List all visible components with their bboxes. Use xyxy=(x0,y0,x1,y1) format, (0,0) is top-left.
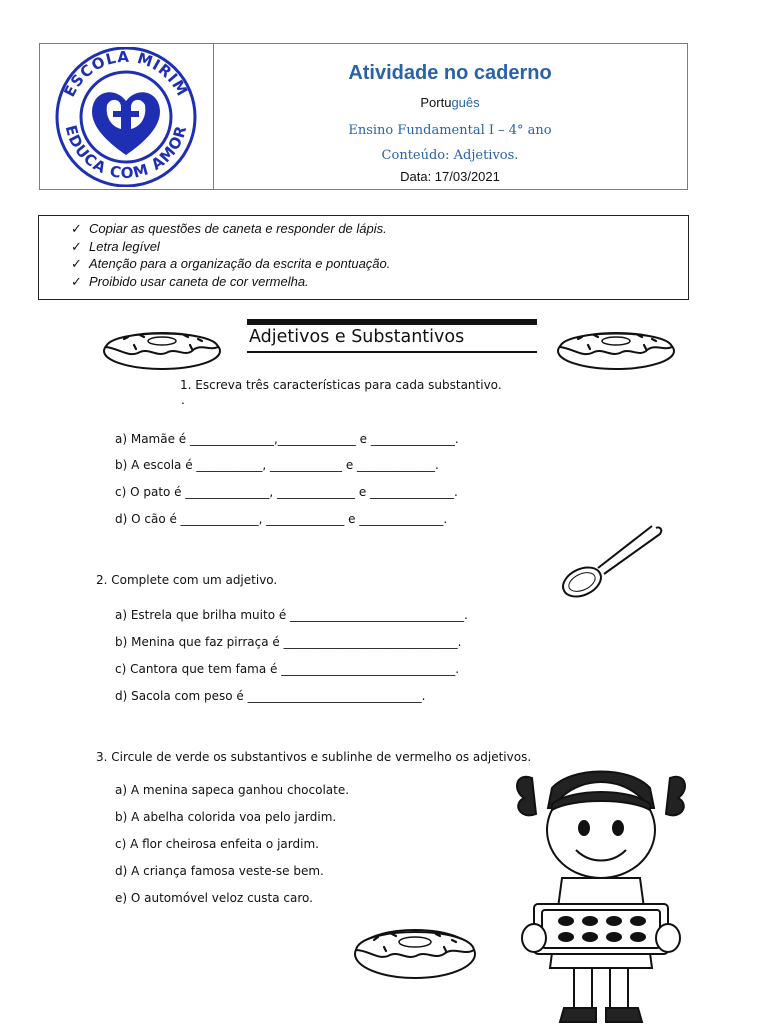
question-3-line: a) A menina sapeca ganhou chocolate. xyxy=(115,783,350,797)
subject xyxy=(213,95,687,110)
question-3-line: d) A criança famosa veste-se bem. xyxy=(115,864,324,878)
question-2-prompt: 2. Complete com um adjetivo. xyxy=(96,573,278,587)
logo-text-bottom: EDUCA COM AMOR xyxy=(61,123,191,183)
stray-dot: . xyxy=(181,393,185,407)
subject-suffix: guês xyxy=(451,95,480,110)
question-2-line: c) Cantora que tem fama é _____________________________. xyxy=(115,662,460,676)
worksheet xyxy=(92,306,690,1024)
question-2-line: d) Sacola com peso é _____________________________. xyxy=(115,689,426,703)
question-3-line: b) A abelha colorida voa pelo jardim. xyxy=(115,810,337,824)
donut-icon xyxy=(554,321,678,371)
question-1-line: b) A escola é ___________, ____________ e _____________. xyxy=(115,458,439,472)
question-3-line: c) A flor cheirosa enfeita o jardim. xyxy=(115,837,319,851)
question-1-line: c) O pato é ______________, _____________ e ______________. xyxy=(115,485,458,499)
heart-emblem-icon xyxy=(92,92,160,155)
subject-prefix: Portu xyxy=(420,95,452,110)
check-icon: ✓ xyxy=(71,273,82,289)
question-3-prompt: 3. Circule de verde os substantivos e sublinhe de vermelho os adjetivos. xyxy=(96,750,532,764)
instruction-item: ✓ Copiar as questões de caneta e responder de lápis. xyxy=(71,221,387,236)
question-2-line: a) Estrela que brilha muito é _____________________________. xyxy=(115,608,468,622)
donut-icon xyxy=(100,321,224,371)
check-icon: ✓ xyxy=(71,256,82,271)
instruction-item: ✓ Proibido usar caneta de cor vermelha. xyxy=(71,273,309,289)
check-icon: ✓ xyxy=(71,238,82,254)
instructions-box xyxy=(38,215,689,300)
content-topic: Conteúdo: Adjetivos. xyxy=(381,148,519,163)
page-title: Atividade no caderno xyxy=(348,62,552,84)
question-3-line: e) O automóvel veloz custa caro. xyxy=(115,891,313,905)
school-level: Ensino Fundamental I – 4° ano xyxy=(348,123,552,138)
spoon-icon xyxy=(558,522,664,600)
check-icon: ✓ xyxy=(71,221,82,236)
worksheet-title: Adjetivos e Substantivos xyxy=(247,319,537,353)
question-1-prompt: 1. Escreva três características para cada substantivo. xyxy=(180,378,502,392)
question-2-line: b) Menina que faz pirraça é _____________________________. xyxy=(115,635,462,649)
header-info xyxy=(213,44,687,189)
instruction-item: ✓ Atenção para a organização da escrita e pontuação. xyxy=(71,256,391,271)
date: Data: 17/03/2021 xyxy=(400,169,500,184)
question-1-line: d) O cão é _____________, _____________ e ______________. xyxy=(115,512,448,526)
girl-illustration xyxy=(512,768,690,1024)
school-logo-cell xyxy=(40,44,214,189)
logo-text-top: ESCOLA MIRIM xyxy=(60,47,192,100)
question-1-line: a) Mamãe é ______________,_____________ e ______________. xyxy=(115,432,459,446)
donut-icon xyxy=(350,920,480,982)
instruction-item: ✓ Letra legível xyxy=(71,238,160,254)
school-logo xyxy=(47,47,205,187)
svg-text:ESCOLA MIRIM xyxy=(60,48,191,100)
header-box xyxy=(39,43,688,190)
